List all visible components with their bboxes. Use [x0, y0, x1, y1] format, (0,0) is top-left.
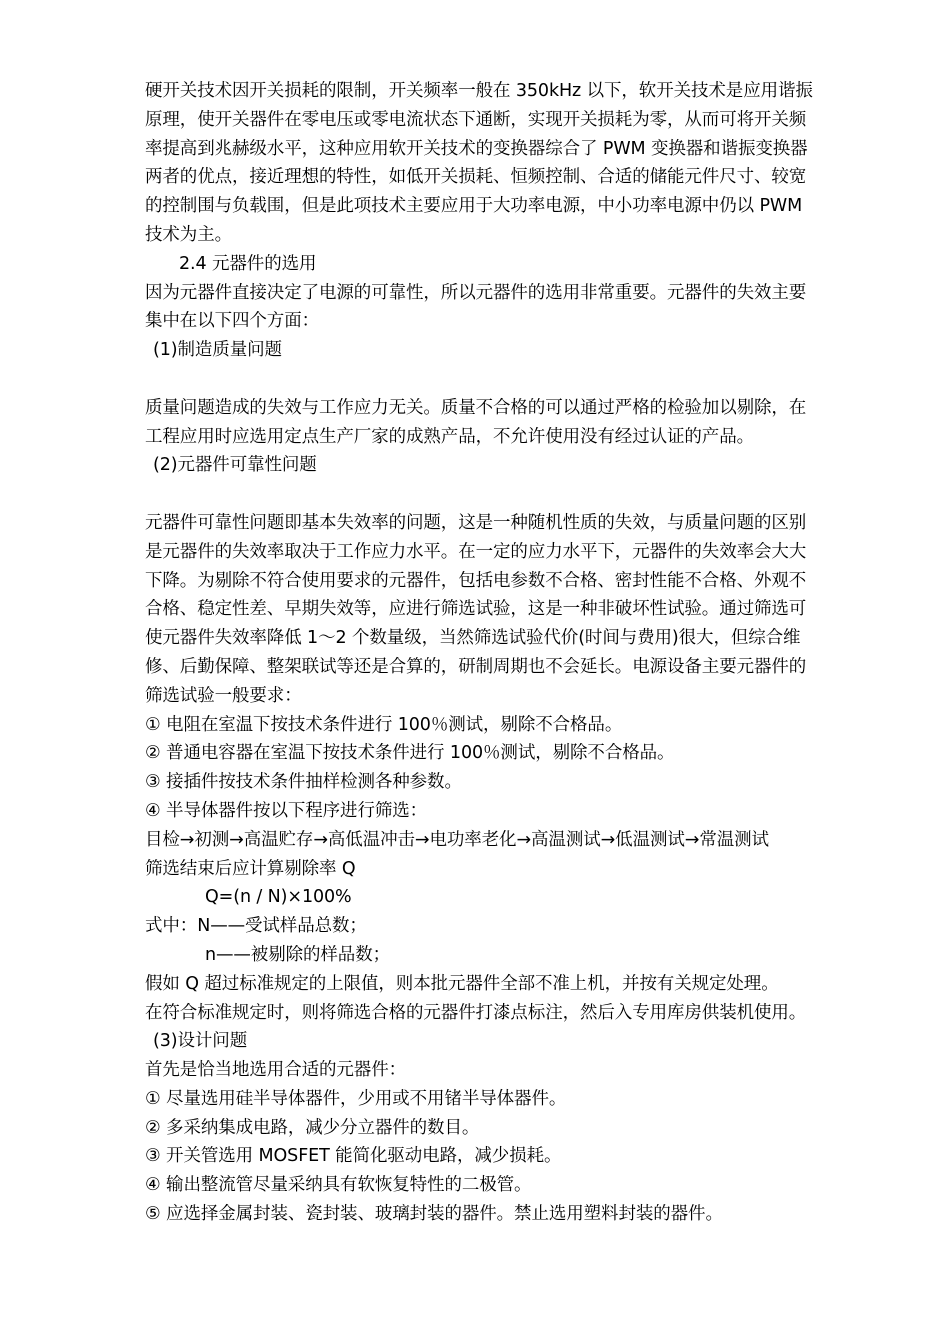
- list-item: ⑤ 应选择金属封装、瓷封装、玻璃封装的器件。禁止选用塑料封装的器件。: [145, 1204, 723, 1225]
- text-line: 因为元器件直接决定了电源的可靠性，所以元器件的选用非常重要。元器件的失效主要: [145, 282, 807, 303]
- text-line: 假如 Q 超过标准规定的上限值，则本批元器件全部不准上机，并按有关规定处理。: [145, 973, 779, 994]
- screening-outcome: [145, 970, 880, 1028]
- list-item: ② 多采纳集成电路，减少分立器件的数目。: [145, 1117, 480, 1138]
- intro-paragraph: [145, 77, 880, 250]
- text-line: 使元器件失效率降低 1～2 个数量级，当然筛选试验代价(时间与费用)很大，但综合维: [145, 628, 801, 649]
- text-line: 两者的优点，接近理想的特性，如低开关损耗、恒频控制、合适的储能元件尺寸、较宽: [145, 167, 807, 188]
- text-line: 元器件可靠性问题即基本失效率的问题，这是一种随机性质的失效，与质量问题的区别: [145, 512, 807, 533]
- text-line: 率提高到兆赫级水平，这种应用软开关技术的变换器综合了 PWM 变换器和谐振变换器: [145, 138, 808, 159]
- text-line: 质量问题造成的失效与工作应力无关。质量不合格的可以通过严格的检验加以剔除，在: [145, 397, 807, 418]
- text-line: 集中在以下四个方面：: [145, 311, 319, 332]
- text-line: 修、后勤保障、整架联试等还是合算的，研制周期也不会延长。电源设备主要元器件的: [145, 656, 807, 677]
- text-line: 硬开关技术因开关损耗的限制，开关频率一般在 350kHz 以下，软开关技术是应用谐振: [145, 81, 813, 101]
- formula-definition: n——被剔除的样品数；: [205, 944, 390, 965]
- subsection-1-paragraph: [145, 394, 880, 452]
- list-item: ② 普通电容器在室温下按技术条件进行 100％测试，剔除不合格品。: [145, 743, 675, 764]
- list-item: ④ 输出整流管尽量采纳具有软恢复特性的二极管。: [145, 1175, 532, 1196]
- section-heading: 2.4 元器件的选用: [179, 253, 317, 274]
- text-line: 技术为主。: [145, 224, 232, 245]
- text-line: 下降。为剔除不符合使用要求的元器件，包括电参数不合格、密封性能不合格、外观不: [145, 570, 807, 591]
- text-line: 工程应用时应选用定点生产厂家的成熟产品，不允许使用没有经过认证的产品。: [145, 426, 754, 447]
- subsection-heading-1: (1)制造质量问题: [153, 340, 282, 361]
- formula-definition: 式中：N——受试样品总数；: [145, 916, 367, 937]
- text-line: 筛选试验一般要求：: [145, 685, 302, 706]
- list-item: ① 尽量选用硅半导体器件，少用或不用锗半导体器件。: [145, 1088, 567, 1109]
- list-item: ① 电阻在室温下按技术条件进行 100％测试，剔除不合格品。: [145, 714, 623, 735]
- screening-requirements-list: [145, 711, 880, 826]
- list-item: ③ 接插件按技术条件抽样检测各种参数。: [145, 772, 462, 793]
- text-line: 原理，使开关器件在零电压或零电流状态下通断，实现开关损耗为零，从而可将开关频: [145, 109, 807, 130]
- text-line: 是元器件的失效率取决于工作应力水平。在一定的应力水平下，元器件的失效率会大大: [145, 541, 807, 562]
- subsection-heading-3: (3)设计问题: [153, 1031, 248, 1052]
- text-line: 合格、稳定性差、早期失效等，应进行筛选试验，这是一种非破坏性试验。通过筛选可: [145, 599, 807, 620]
- blank-line: [145, 480, 880, 509]
- list-item: ③ 开关管选用 MOSFET 能简化驱动电路，减少损耗。: [145, 1146, 562, 1167]
- text-line: 的控制围与负载围，但是此项技术主要应用于大功率电源，中小功率电源中仍以 PWM: [145, 196, 803, 217]
- text-line: 在符合标准规定时，则将筛选合格的元器件打漆点标注，然后入专用库房供装机使用。: [145, 1002, 807, 1023]
- section-intro-paragraph: [145, 279, 880, 337]
- subsection-heading-2: (2)元器件可靠性问题: [153, 455, 317, 476]
- list-item: ④ 半导体器件按以下程序进行筛选：: [145, 800, 428, 821]
- design-guidelines-list: [145, 1085, 880, 1229]
- rejection-rate-intro: 筛选结束后应计算剔除率 Q: [145, 858, 356, 879]
- document-body: [145, 77, 880, 1229]
- rejection-rate-formula: Q=(n / N)×100%: [205, 887, 352, 908]
- subsection-2-paragraph: [145, 509, 880, 711]
- blank-line: [145, 365, 880, 394]
- screening-procedure: 目检→初测→高温贮存→高低温冲击→电功率老化→高温测试→低温测试→常温测试: [145, 829, 769, 850]
- subsection-3-intro: 首先是恰当地选用合适的元器件：: [145, 1060, 406, 1081]
